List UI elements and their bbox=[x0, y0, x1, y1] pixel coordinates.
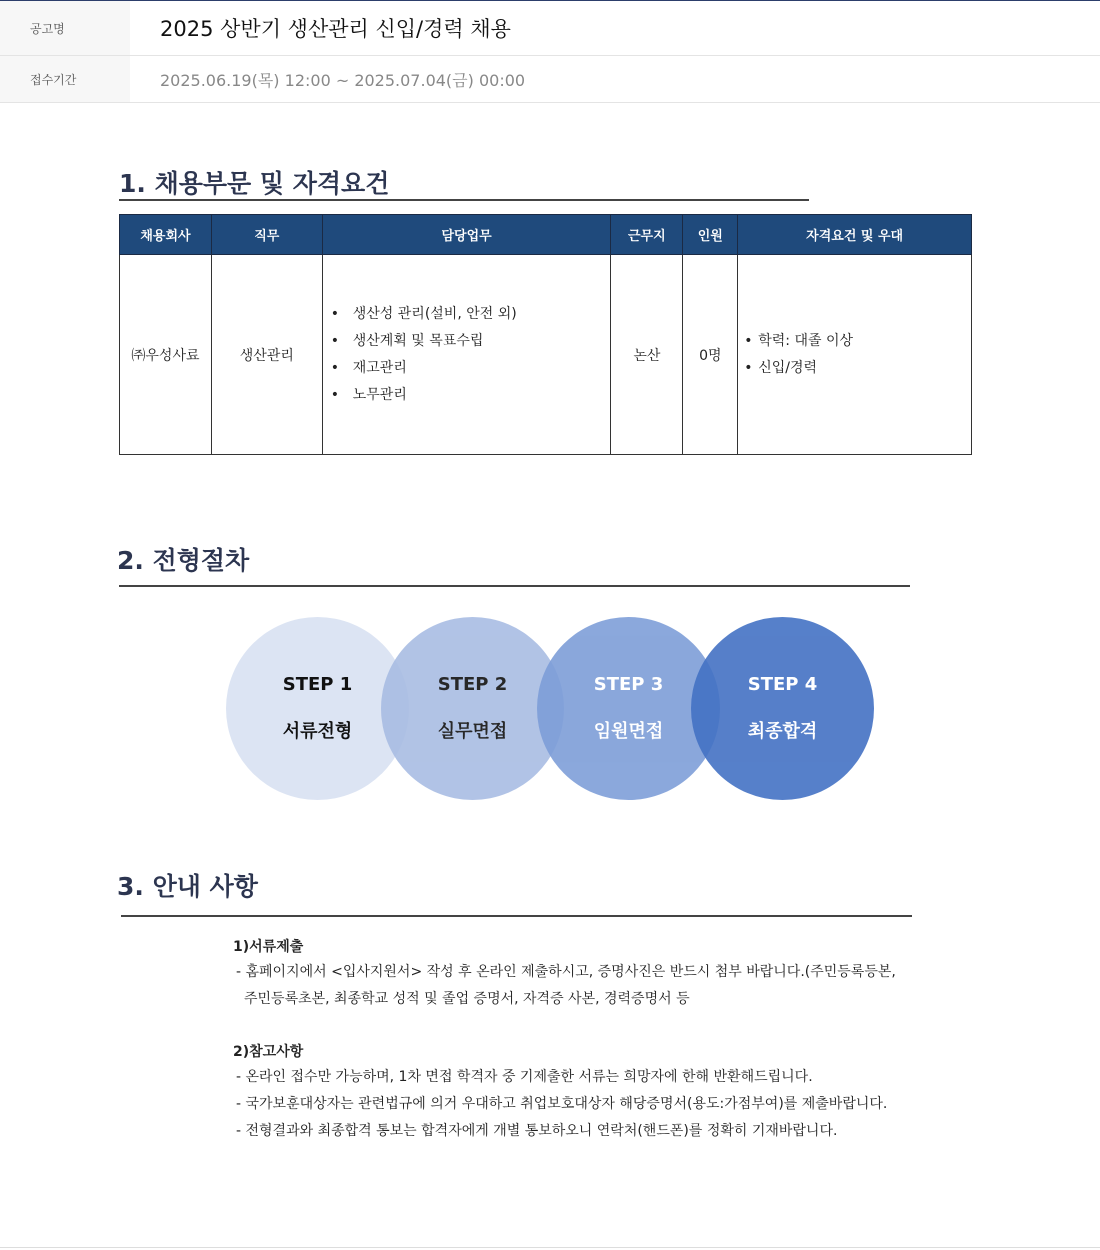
section1-divider bbox=[119, 199, 809, 201]
bottom-border bbox=[0, 1247, 1100, 1248]
job-cell: 생산관리 bbox=[211, 255, 322, 455]
section3-title: 3. 안내 사항 bbox=[117, 872, 258, 901]
step-name: 실무면접 bbox=[437, 721, 508, 742]
column-header-headcount: 인원 bbox=[683, 215, 738, 255]
section1-title: 1. 채용부문 및 자격요건 bbox=[119, 169, 390, 198]
list-item: • 학력: 대졸 이상 bbox=[744, 328, 971, 355]
step-number: STEP 4 bbox=[747, 674, 818, 695]
column-header-location: 근무지 bbox=[611, 215, 683, 255]
posting-title: 2025 상반기 생산관리 신입/경력 채용 bbox=[160, 17, 511, 41]
info-row-title bbox=[0, 1, 1100, 56]
section2-divider bbox=[119, 585, 910, 587]
title-label: 공고명 bbox=[0, 1, 130, 55]
notice-block1-title: 1)서류제출 bbox=[233, 939, 304, 955]
step-4-circle bbox=[691, 617, 874, 800]
list-item: • 신입/경력 bbox=[744, 355, 971, 382]
list-item: • 노무관리 bbox=[331, 382, 611, 409]
duties-list bbox=[323, 301, 611, 409]
table-header-row bbox=[120, 215, 972, 255]
application-period: 2025.06.19(목) 12:00 ~ 2025.07.04(금) 00:00 bbox=[160, 70, 526, 90]
notice-line: 주민등록초본, 최종학교 성적 및 졸업 증명서, 자격증 사본, 경력증명서 등 bbox=[244, 991, 690, 1007]
table-row bbox=[120, 255, 972, 455]
company-cell: ㈜우성사료 bbox=[120, 255, 212, 455]
notice-line: - 국가보훈대상자는 관련법규에 의거 우대하고 취업보호대상자 해당증명서(용도:가점부여)를 제출바랍니다. bbox=[236, 1096, 888, 1112]
column-header-company: 채용회사 bbox=[120, 215, 212, 255]
list-item: • 생산성 관리(설비, 안전 외) bbox=[331, 301, 611, 328]
step-number: STEP 1 bbox=[282, 674, 353, 695]
list-item: • 재고관리 bbox=[331, 355, 611, 382]
duties-cell bbox=[322, 255, 611, 455]
headcount-cell: 0명 bbox=[683, 255, 738, 455]
notice-block2-title: 2)참고사항 bbox=[233, 1044, 304, 1060]
notice-line: - 전형결과와 최종합격 통보는 합격자에게 개별 통보하오니 연락처(핸드폰)를 정확히 기재바랍니다. bbox=[236, 1123, 838, 1139]
column-header-job: 직무 bbox=[211, 215, 322, 255]
list-item: • 생산계획 및 목표수립 bbox=[331, 328, 611, 355]
step-number: STEP 2 bbox=[437, 674, 508, 695]
notice-line: - 온라인 접수만 가능하며, 1차 면접 학격자 중 기제출한 서류는 희망자에 한해 반환해드립니다. bbox=[236, 1069, 813, 1085]
notice-line: - 홈페이지에서 <입사지원서> 작성 후 온라인 제출하시고, 증명사진은 반드시 첨부 바랍니다.(주민등록등본, bbox=[236, 964, 896, 980]
qualifications-list bbox=[738, 328, 971, 382]
period-label: 접수기간 bbox=[0, 56, 130, 102]
step-name: 서류전형 bbox=[282, 721, 353, 742]
column-header-qualifications: 자격요건 및 우대 bbox=[738, 215, 972, 255]
step-name: 최종합격 bbox=[747, 721, 818, 742]
section2-title: 2. 전형절차 bbox=[117, 546, 250, 575]
step-name: 임원면접 bbox=[593, 721, 664, 742]
location-cell: 논산 bbox=[611, 255, 683, 455]
qualifications-cell bbox=[738, 255, 972, 455]
step-number: STEP 3 bbox=[593, 674, 664, 695]
column-header-duties: 담당업무 bbox=[322, 215, 611, 255]
spacer bbox=[233, 1013, 913, 1040]
notice-content bbox=[233, 935, 913, 1145]
info-row-period bbox=[0, 56, 1100, 103]
section3-divider bbox=[121, 915, 912, 917]
requirements-table bbox=[119, 214, 972, 455]
